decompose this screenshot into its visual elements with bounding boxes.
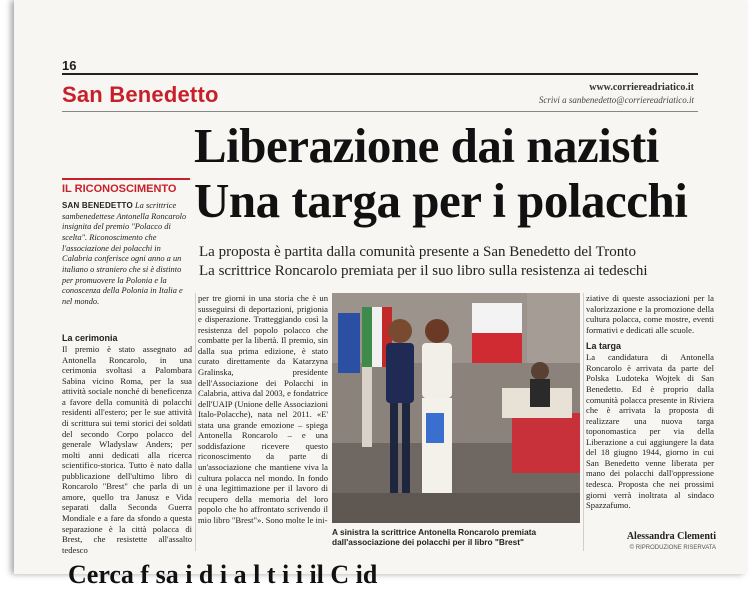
column-text: La candidatura di Antonella Roncarolo è arrivata da parte del Polska Ludoteka Wojtek di San Benedetto. Ed è proprio dalla comunità polacca presente in Riviera che è arrivata la proposta di realizzare una nuova targa toponomastica per via della Liberazione a cui aggiungere la data del 18 giugno 1944, giorno in cui San Benedetto venne liberata per mano dei polacchi dall'oppressione tedesca. Proposta che nei prossimi giorni verrà inoltrata al sindaco Spazzafumo. — [586, 352, 714, 511]
subhead — [199, 243, 719, 281]
photo-caption — [332, 527, 584, 548]
article-photo — [332, 293, 580, 523]
article-column-2 — [198, 293, 328, 525]
section-title: San Benedetto — [62, 82, 219, 107]
headline-line: Una targa per i polacchi — [194, 173, 688, 229]
column-text: ziative di queste associazioni per la valorizzazione e la promozione della cultura polacca, come mostre, eventi formativi e dedicati alle scuole. — [586, 293, 714, 335]
column-subtitle: La targa — [586, 341, 622, 352]
copyright-notice: © RIPRODUZIONE RISERVATA — [629, 545, 716, 551]
author-byline: Alessandra Clementi — [626, 531, 716, 542]
caption-line: dall'associazione dei polacchi per il libro "Brest" — [332, 537, 524, 548]
column-text: per tre giorni in una storia che è un susseguirsi di deportazioni, prigionia e disperazione. Tratteggiando così la resistenza del popolo polacco che combatte per la libertà. Il premio, sin dalla sua prima edizione, è stato curato direttamente da Katarzyna Gralinska, presidente dell'Associazione dei Polacchi in Calabria, attiva dal 2003, e fondatrice dell'UAIP (Unione delle Associazioni Italo-Polacche), nata nel 2011. «E' stata una grande emozione – spiega Antonella Roncarolo – e una soddisfazione ricevere questo riconoscimento da parte di un'associazione che mantiene viva la cultura polacca nel mondo. In fondo è una legittimazione per il lavoro di recupero della memoria del loro popolo che ho affrontato scrivendo il mio libro "Brest"». Sono molte le ini- — [198, 293, 328, 525]
column-text: Il premio è stato assegnato ad Antonella Roncarolo, in una cerimonia svoltasi a Palombara Sabina vicino Roma, per la sua attività sociale nonché di beneficenza a favore della comunità di polacchi residenti all'estero; per le sue attività di scrittura sui temi storici dei soldati del secondo Corpo polacco del generale Wladyslaw Anders; per molti anni dedicati alla ricerca scientifico-storica. Tutto è nato dalla pubblicazione dell'ultimo libro di Roncarolo "Brest" che parla di un amore, quello tra Janusz e Vida separati dalla Seconda Guerra Mondiale e a fare da sfondo a questa separazione è la città polacca di Brest, che resistette all'assalto tedesco — [62, 344, 192, 555]
article-column-3 — [586, 293, 714, 511]
headline-line: Liberazione dai nazisti — [194, 118, 659, 173]
column-divider — [583, 293, 584, 551]
top-rule — [62, 73, 698, 75]
article-column-1 — [62, 333, 192, 555]
column-divider — [195, 293, 196, 551]
lead-paragraph — [62, 201, 192, 308]
newspaper-page — [14, 0, 746, 589]
dateline: SAN BENEDETTO — [62, 201, 133, 210]
section-rule — [62, 111, 698, 112]
kicker: IL RICONOSCIMENTO — [62, 178, 190, 195]
page-number: 16 — [62, 58, 77, 73]
ceremony-photo-illustration — [332, 293, 580, 523]
column-subtitle: La cerimonia — [62, 333, 118, 343]
caption-line: A sinistra la scrittrice Antonella Roncarolo premiata — [332, 527, 537, 537]
subhead-line: La scrittrice Roncarolo premiata per il suo libro sulla resistenza ai tedeschi — [199, 263, 648, 280]
lead-text: La scrittrice sambenedettese Antonella Roncarolo insignita del premio "Polacco di scelta". Riconoscimento che l'associazione dei polacchi in Calabria conferisce ogni anno a un italiano o straniero che si è distinto per promuovere la Polonia e la conoscenza della Polonia in Italia e nel mondo. — [62, 201, 187, 307]
subhead-line: La proposta è partita dalla comunità presente a San Benedetto del Tronto — [199, 244, 636, 260]
site-email: Scrivi a sanbenedetto@corriereadriatico.it — [538, 95, 694, 105]
headline — [194, 118, 714, 229]
site-url: www.corriereadriatico.it — [589, 82, 694, 93]
next-article-headline: Cerca f sa i d i a l t i i il C id — [68, 560, 378, 589]
